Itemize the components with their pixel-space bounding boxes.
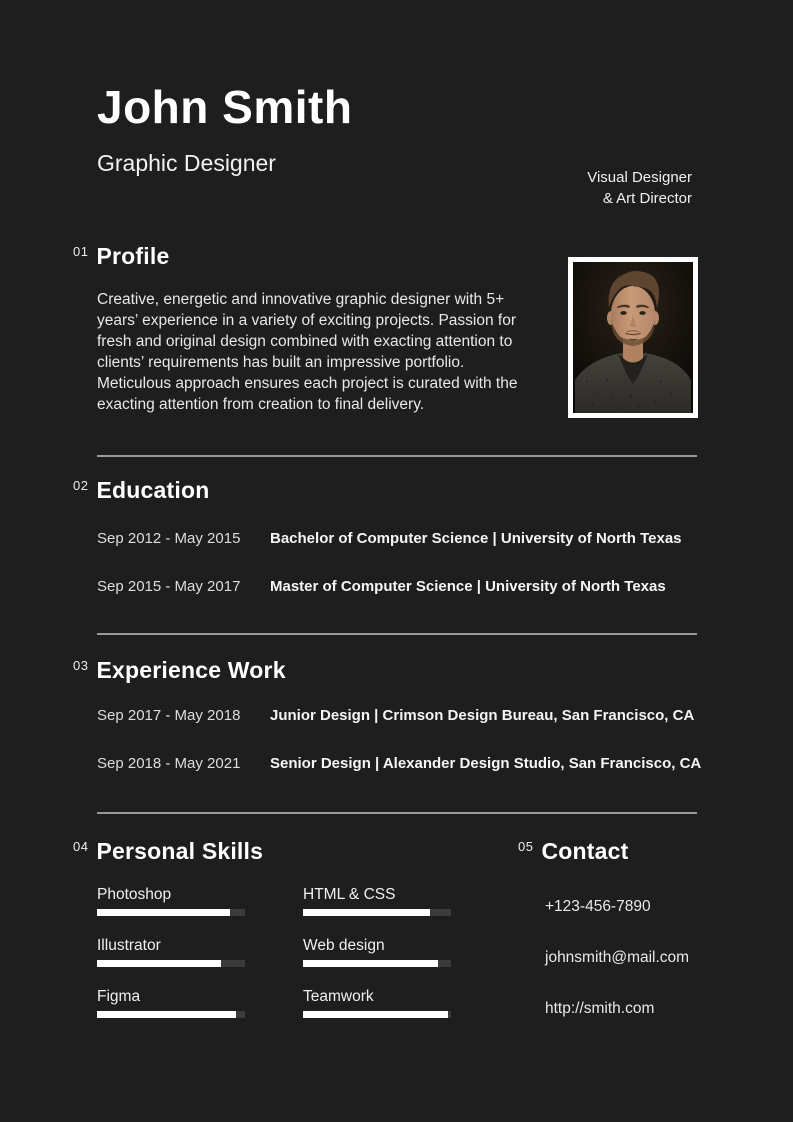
tagline: [587, 167, 692, 209]
skill-item: [303, 886, 451, 916]
portrait-photo-illustration: [573, 262, 693, 413]
section-header-experience: [73, 657, 286, 684]
skill-bar-fill: [97, 909, 230, 916]
education-detail: Master of Computer Science | University of North Texas: [270, 578, 666, 595]
education-dates: Sep 2015 - May 2017: [97, 578, 241, 595]
section-number: 03: [73, 658, 89, 673]
section-title: Profile: [96, 243, 170, 269]
skill-bar-track: [97, 960, 245, 967]
skill-item: [303, 988, 451, 1018]
experience-detail: Senior Design | Alexander Design Studio, San Francisco, CA: [270, 755, 702, 772]
skill-label: Illustrator: [97, 937, 161, 954]
skill-bar-fill: [303, 960, 438, 967]
skill-label: Photoshop: [97, 886, 172, 903]
section-title: Personal Skills: [96, 838, 264, 864]
skill-bar-track: [303, 909, 451, 916]
skill-bar-track: [303, 1011, 451, 1018]
section-header-profile: [73, 243, 169, 270]
divider: [97, 812, 697, 814]
section-number: 04: [73, 839, 89, 854]
person-role: Graphic Designer: [97, 150, 276, 176]
skill-bar-track: [97, 909, 245, 916]
tagline-line-1: Visual Designer: [587, 169, 692, 186]
section-title: Contact: [541, 838, 629, 864]
section-header-contact: [518, 838, 628, 865]
section-number: 05: [518, 839, 534, 854]
skill-label: Web design: [303, 937, 385, 954]
section-title: Education: [96, 477, 210, 503]
skill-bar-track: [303, 960, 451, 967]
experience-rows: [97, 707, 701, 803]
experience-row: [97, 755, 701, 773]
skills-column-right: [303, 886, 451, 1039]
education-row: [97, 530, 682, 548]
section-header-education: [73, 477, 209, 504]
skill-item: [97, 937, 245, 967]
contact-email: johnsmith@mail.com: [545, 949, 690, 966]
profile-paragraph: Creative, energetic and innovative graphic designer with 5+ years’ experience in a variety of exciting projects. Passion for fresh and original design combined with exacting attention to clients’ requirements has built an impressive portfolio. Meticulous approach ensures each project is curated with the exacting attention from creation to final delivery.: [97, 291, 518, 413]
tagline-line-2: & Art Director: [602, 190, 692, 207]
experience-dates: Sep 2018 - May 2021: [97, 755, 241, 772]
education-row: [97, 578, 682, 596]
skill-bar-fill: [303, 1011, 448, 1018]
education-dates: Sep 2012 - May 2015: [97, 530, 241, 547]
skill-label: HTML & CSS: [303, 886, 396, 903]
divider: [97, 455, 697, 457]
skill-bar-fill: [303, 909, 430, 916]
portrait-photo: [568, 257, 698, 418]
experience-dates: Sep 2017 - May 2018: [97, 707, 241, 724]
skill-bar-track: [97, 1011, 245, 1018]
contact-phone: +123-456-7890: [545, 898, 651, 915]
section-header-skills: [73, 838, 263, 865]
skill-item: [97, 988, 245, 1018]
person-name: John Smith: [97, 81, 353, 133]
section-number: 02: [73, 478, 89, 493]
education-rows: [97, 530, 682, 626]
section-number: 01: [73, 244, 89, 259]
experience-row: [97, 707, 701, 725]
skill-label: Teamwork: [303, 988, 374, 1005]
skills-column-left: [97, 886, 245, 1039]
skill-bar-fill: [97, 1011, 236, 1018]
contact-list: [545, 898, 689, 1051]
contact-website: http://smith.com: [545, 1000, 655, 1017]
section-title: Experience Work: [96, 657, 286, 683]
experience-detail: Junior Design | Crimson Design Bureau, San Francisco, CA: [270, 707, 695, 724]
skill-item: [303, 937, 451, 967]
education-detail: Bachelor of Computer Science | University of North Texas: [270, 530, 682, 547]
skill-item: [97, 886, 245, 916]
divider: [97, 633, 697, 635]
skill-bar-fill: [97, 960, 221, 967]
skill-label: Figma: [97, 988, 141, 1005]
